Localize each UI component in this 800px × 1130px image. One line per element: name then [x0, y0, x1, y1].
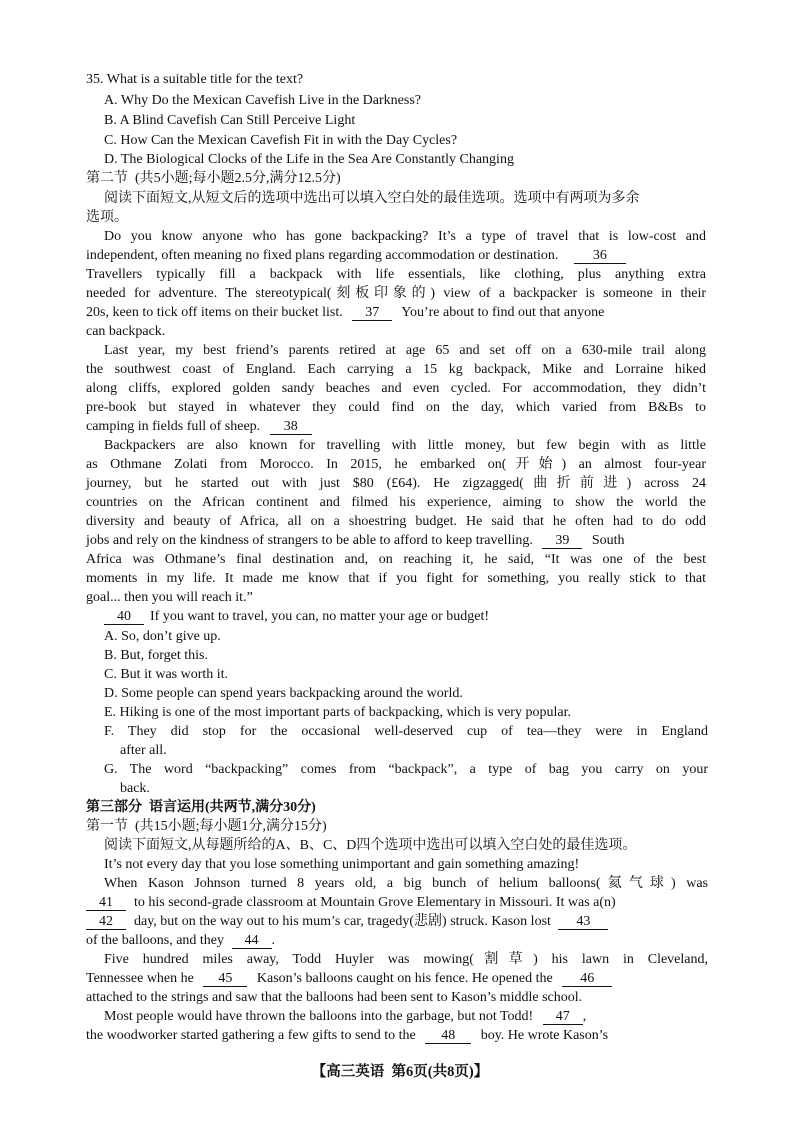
section2-option-g-cont: back. [120, 781, 150, 796]
blank-39[interactable]: 39 [542, 533, 582, 549]
passage-line: camping in fields full of sheep. 38 [86, 417, 312, 436]
section2-option-f: F. They did stop for the occasional well-deserved cup of tea—they were in England [104, 724, 708, 739]
passage-line: attached to the strings and saw that the balloons had been sent to Kason’s middle school. [86, 990, 583, 1005]
passage-line: countries on the African continent and filmed his experience, aiming to show the world the [86, 495, 706, 510]
passage-line: along cliffs, explored golden sandy beaches and even cycled. For accommodation, they didn’t [86, 381, 706, 396]
passage-line: 41 to his second-grade classroom at Mountain Grove Elementary in Missouri. It was a(n) [86, 893, 616, 912]
blank-41[interactable]: 41 [86, 895, 126, 911]
part3-heading: 第三部分 语言运用(共两节,满分30分) [86, 800, 316, 815]
question-35-option-d: D. The Biological Clocks of the Life in the Sea Are Constantly Changing [104, 152, 514, 167]
blank-40[interactable]: 40 [104, 609, 144, 625]
passage-line: Tennessee when he 45 Kason’s balloons caught on his fence. He opened the 46 [86, 969, 612, 988]
passage-line: can backpack. [86, 324, 166, 339]
passage-line: Travellers typically fill a backpack with life essentials, like clothing, plus anything extra [86, 267, 706, 282]
question-35-stem: 35. What is a suitable title for the text? [86, 72, 304, 87]
passage-line: It’s not every day that you lose something unimportant and gain something amazing! [104, 857, 580, 872]
passage-line: jobs and rely on the kindness of strangers to be able to afford to keep travelling. 39 South [86, 533, 625, 548]
blank-44[interactable]: 44 [232, 933, 272, 949]
passage-line: Last year, my best friend’s parents retired at age 65 and set off on a 630-mile trail along [104, 343, 706, 358]
part3-sub-heading: 第一节 (共15小题;每小题1分,满分15分) [86, 819, 327, 834]
passage-line: moments in my life. It made me know that if you fight for something, you really stick to that [86, 571, 706, 586]
passage-line: pre-book but stayed in whatever they could find on the day, which varied from B&Bs to [86, 400, 706, 415]
part3-instruction: 阅读下面短文,从每题所给的A、B、C、D四个选项中选出可以填入空白处的最佳选项。 [104, 838, 637, 853]
passage-line: independent, often meaning no fixed plans regarding accommodation or destination. 36 [86, 246, 626, 265]
section2-option-c: C. But it was worth it. [104, 667, 229, 682]
blank-37[interactable]: 37 [352, 305, 392, 321]
passage-line: diversity and beauty of Africa, all on a shoestring budget. He said that he often had to do odd [86, 514, 706, 529]
section2-option-g: G. The word “backpacking” comes from “backpack”, a type of bag you carry on your [104, 762, 708, 777]
blank-47[interactable]: 47 [543, 1009, 583, 1025]
section2-option-e: E. Hiking is one of the most important parts of backpacking, which is very popular. [104, 705, 571, 720]
blank-42[interactable]: 42 [86, 914, 126, 930]
passage-line: the southwest coast of England. Each carrying a 15 kg backpack, Mike and Lorraine hiked [86, 362, 706, 377]
section2-option-a: A. So, don’t give up. [104, 629, 221, 644]
question-35-option-c: C. How Can the Mexican Cavefish Fit in with the Day Cycles? [104, 133, 458, 148]
question-35-option-b: B. A Blind Cavefish Can Still Perceive Light [104, 113, 356, 128]
passage-line: as Othmane Zolati from Morocco. In 2015, he embarked on(开始) an almost four-year [86, 457, 706, 472]
passage-line: When Kason Johnson turned 8 years old, a big bunch of helium balloons(氦气球) was [104, 876, 708, 891]
passage-line: Do you know anyone who has gone backpacking? It’s a type of travel that is low-cost and [104, 229, 706, 244]
passage-line: journey, but he started out with just $80 (£64). He zigzagged(曲折前进) across 24 [86, 476, 706, 491]
passage-line: Five hundred miles away, Todd Huyler was mowing(割草) his lawn in Cleveland, [104, 952, 708, 967]
blank-36[interactable]: 36 [574, 248, 626, 264]
passage-line: 40 If you want to travel, you can, no matter your age or budget! [104, 607, 489, 626]
blank-43[interactable]: 43 [558, 914, 608, 930]
section2-instruction-cont: 选项。 [86, 210, 128, 225]
page-footer: 【高三英语 第6页(共8页)】 [311, 1064, 489, 1080]
question-35-option-a: A. Why Do the Mexican Cavefish Live in the Darkness? [104, 93, 421, 108]
passage-line: Most people would have thrown the balloons into the garbage, but not Todd! 47 , [104, 1009, 587, 1024]
blank-38[interactable]: 38 [270, 419, 312, 435]
section2-option-f-cont: after all. [120, 743, 167, 758]
passage-line: Backpackers are also known for travelling with little money, but few begin with as little [104, 438, 706, 453]
section2-heading: 第二节 (共5小题;每小题2.5分,满分12.5分) [86, 171, 341, 186]
section2-option-d: D. Some people can spend years backpacking around the world. [104, 686, 463, 701]
blank-48[interactable]: 48 [425, 1028, 471, 1044]
passage-line: goal... then you will reach it.” [86, 590, 253, 605]
passage-line: Africa was Othmane’s final destination and, on reaching it, he said, “It was one of the best [86, 552, 706, 567]
passage-line: of the balloons, and they 44 . [86, 933, 276, 948]
passage-line: needed for adventure. The stereotypical(刻板印象的) view of a backpacker is someone in their [86, 286, 706, 301]
blank-46[interactable]: 46 [562, 971, 612, 987]
passage-line: 42 day, but on the way out to his mum’s car, tragedy(悲剧) struck. Kason lost 43 [86, 912, 608, 931]
passage-line: the woodworker started gathering a few gifts to send to the 48 boy. He wrote Kason’s [86, 1028, 609, 1043]
passage-line: 20s, keen to tick off items on their bucket list. 37 You’re about to find out that anyone [86, 305, 605, 320]
blank-45[interactable]: 45 [203, 971, 247, 987]
section2-option-b: B. But, forget this. [104, 648, 208, 663]
section2-instruction: 阅读下面短文,从短文后的选项中选出可以填入空白处的最佳选项。选项中有两项为多余 [104, 191, 640, 206]
